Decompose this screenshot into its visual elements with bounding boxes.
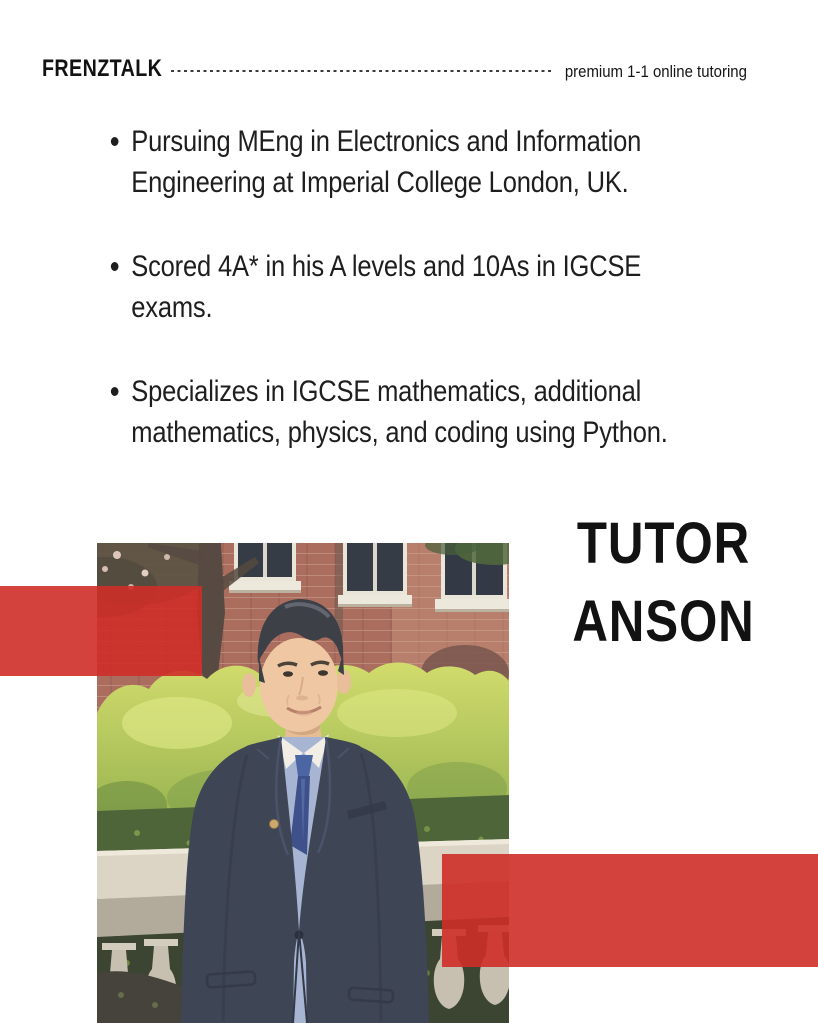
- bullet-text: Specializes in IGCSE mathematics, additional mathematics, physics, and coding using Python.: [131, 375, 668, 449]
- red-accent-bottom: [442, 854, 818, 967]
- bullet-item: [110, 121, 697, 203]
- bullet-text: Pursuing MEng in Electronics and Information Engineering at Imperial College London, UK.: [131, 125, 642, 199]
- bullet-dot: [111, 387, 119, 396]
- tutor-title: [532, 505, 795, 661]
- tutor-title-line2: ANSON: [572, 589, 755, 654]
- bullet-item: [110, 371, 697, 453]
- header-tagline: premium 1-1 online tutoring: [564, 62, 747, 81]
- bullet-dot: [111, 137, 119, 146]
- bullet-text: Scored 4A* in his A levels and 10As in IGCSE exams.: [131, 250, 642, 324]
- red-accent-left: [0, 586, 202, 676]
- bullet-item: [110, 246, 697, 328]
- bullet-list: [110, 121, 697, 496]
- dashed-divider: [171, 70, 551, 72]
- bullet-dot: [111, 262, 119, 271]
- brand-logo-text: FRENZTALK: [42, 55, 163, 82]
- tutor-title-line1: TUTOR: [576, 511, 751, 576]
